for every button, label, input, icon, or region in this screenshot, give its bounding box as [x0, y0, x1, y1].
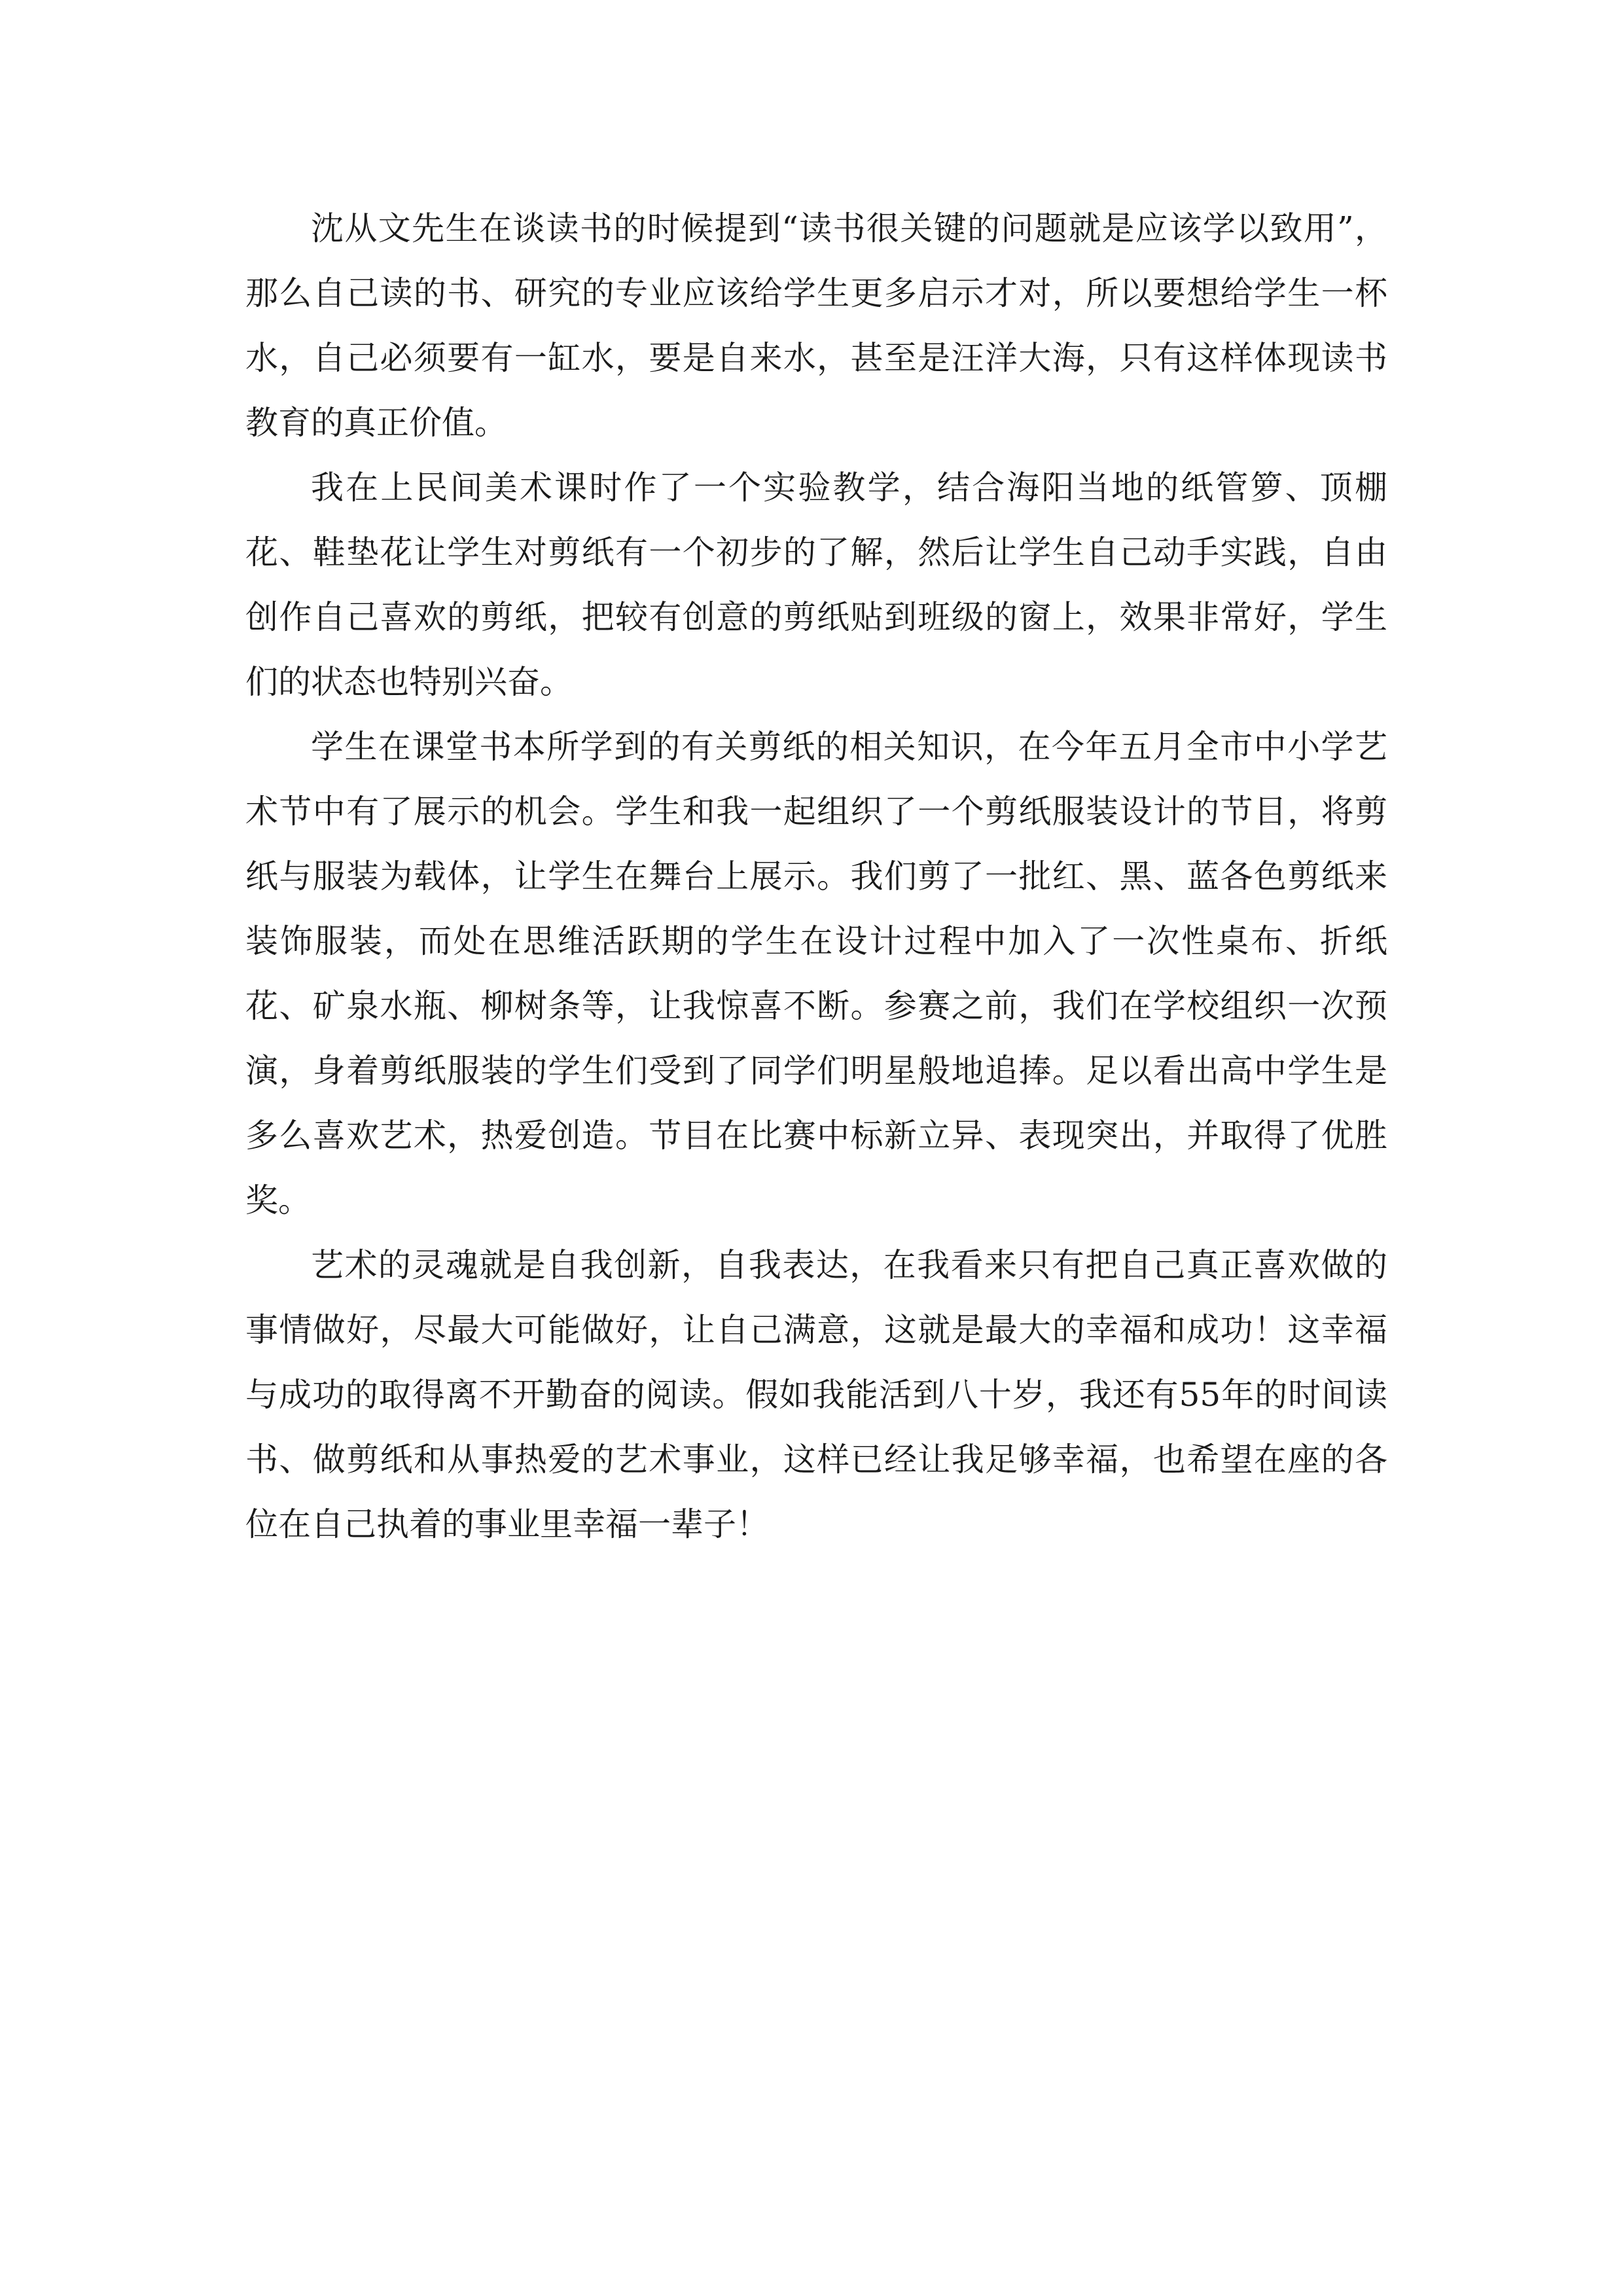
paragraph-1: 沈从文先生在谈读书的时候提到“读书很关键的问题就是应该学以致用”，那么自己读的书、研究的专业应该给学生更多启示才对，所以要想给学生一杯水，自己必须要有一缸水，要是自来水，甚至是汪洋大海，只有这样体现读书教育的真正价值。 — [245, 209, 1387, 442]
document-body — [245, 196, 1387, 1557]
paragraph-2: 我在上民间美术课时作了一个实验教学，结合海阳当地的纸管箩、顶棚花、鞋垫花让学生对剪纸有一个初步的了解，然后让学生自己动手实践，自由创作自己喜欢的剪纸，把较有创意的剪纸贴到班级的窗上，效果非常好，学生们的状态也特别兴奋。 — [245, 469, 1387, 701]
paragraph-4: 艺术的灵魂就是自我创新，自我表达，在我看来只有把自己真正喜欢做的事情做好，尽最大可能做好，让自己满意，这就是最大的幸福和成功！这幸福与成功的取得离不开勤奋的阅读。假如我能活到八十岁，我还有55年的时间读书、做剪纸和从事热爱的艺术事业，这样已经让我足够幸福，也希望在座的各位在自己执着的事业里幸福一辈子！ — [245, 1246, 1387, 1543]
paragraph-3: 学生在课堂书本所学到的有关剪纸的相关知识，在今年五月全市中小学艺术节中有了展示的机会。学生和我一起组织了一个剪纸服装设计的节目，将剪纸与服装为载体，让学生在舞台上展示。我们剪了一批红、黑、蓝各色剪纸来装饰服装，而处在思维活跃期的学生在设计过程中加入了一次性桌布、折纸花、矿泉水瓶、柳树条等，让我惊喜不断。参赛之前，我们在学校组织一次预演，身着剪纸服装的学生们受到了同学们明星般地追捧。足以看出高中学生是多么喜欢艺术，热爱创造。节目在比赛中标新立异、表现突出，并取得了优胜奖。 — [245, 728, 1387, 1219]
